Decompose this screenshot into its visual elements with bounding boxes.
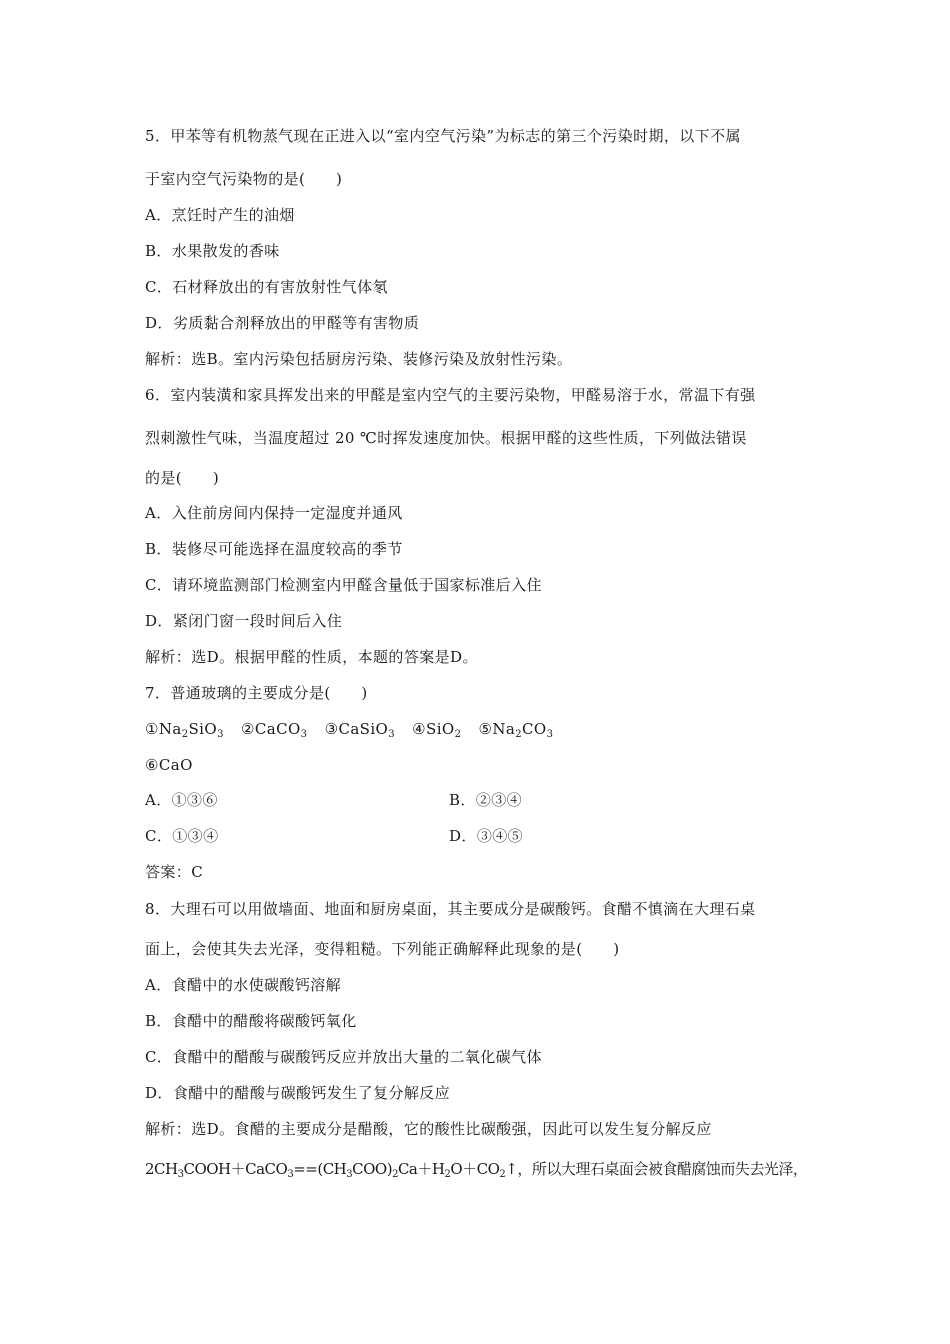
q6-analysis: 解析：选D。根据甲醛的性质，本题的答案是D。 xyxy=(145,648,478,666)
q8-stem-line2: 面上，会使其失去光泽，变得粗糙。下列能正确解释此现象的是( ) xyxy=(145,940,620,958)
q8-option-d: D．食醋中的醋酸与碳酸钙发生了复分解反应 xyxy=(145,1084,451,1102)
q7-stem: 7．普通玻璃的主要成分是( ) xyxy=(145,684,368,702)
q7-option-b: B．②③④ xyxy=(449,791,523,809)
q7-item-1: $①Na_2SiO_3$ xyxy=(145,720,224,740)
q6-option-c: C．请环境监测部门检测室内甲醛含量低于国家标准后入住 xyxy=(145,576,542,594)
q8-option-c: C．食醋中的醋酸与碳酸钙反应并放出大量的二氧化碳气体 xyxy=(145,1048,542,1066)
q7-option-c: C．①③④ xyxy=(145,827,219,845)
q7-option-d: D．③④⑤ xyxy=(449,827,524,845)
q7-item-2: ②CaCO$_3$ xyxy=(241,720,308,740)
q5-option-c: C．石材释放出的有害放射性气体氡 xyxy=(145,278,388,296)
q7-item-6: ⑥CaO xyxy=(145,756,193,774)
q7-option-a: A．①③⑥ xyxy=(145,791,218,809)
q7-item-4: ④SiO$_2$ xyxy=(412,720,462,740)
q6-stem-line1: 6．室内装潢和家具挥发出来的甲醛是室内空气的主要污染物，甲醛易溶于水，常温下有强 xyxy=(145,386,756,404)
q7-items xyxy=(145,719,553,739)
q7-item-3: ③CaSiO$_3$ xyxy=(324,720,395,740)
q8-analysis-line1: 解析：选D。食醋的主要成分是醋酸，它的酸性比碳酸强，因此可以发生复分解反应 xyxy=(145,1120,712,1138)
q5-analysis: 解析：选B。室内污染包括厨房污染、装修污染及放射性污染。 xyxy=(145,350,573,368)
q7-item-5: $⑤Na_2CO_3$ xyxy=(478,720,554,740)
q8-option-b: B．食醋中的醋酸将碳酸钙氧化 xyxy=(145,1012,357,1030)
q7-answer: 答案：C xyxy=(145,863,204,881)
q8-reaction-equation: $2CH_3COOH+CaCO_3==(CH_3COO)_2Ca+H_2O+CO_2↑$，所以大理石桌面会被食醋腐蚀而失去光泽， xyxy=(145,1160,808,1180)
q8-stem-line1: 8．大理石可以用做墙面、地面和厨房桌面，其主要成分是碳酸钙。食醋不慎滴在大理石桌 xyxy=(145,900,756,918)
q6-option-a: A．入住前房间内保持一定湿度并通风 xyxy=(145,504,403,522)
q6-option-d: D．紧闭门窗一段时间后入住 xyxy=(145,612,343,630)
q5-option-d: D．劣质黏合剂释放出的甲醛等有害物质 xyxy=(145,314,420,332)
q8-option-a: A．食醋中的水使碳酸钙溶解 xyxy=(145,976,342,994)
q5-stem-line1: 5．甲苯等有机物蒸气现在正进入以“室内空气污染”为标志的第三个污染时期，以下不属 xyxy=(145,127,741,145)
q5-stem-line2: 于室内空气污染物的是( ) xyxy=(145,170,343,188)
q5-option-a: A．烹饪时产生的油烟 xyxy=(145,206,295,224)
q5-option-b: B．水果散发的香味 xyxy=(145,242,280,260)
q6-stem-line3: 的是( ) xyxy=(145,469,220,487)
q6-option-b: B．装修尽可能选择在温度较高的季节 xyxy=(145,540,403,558)
q6-stem-line2: 烈刺激性气味，当温度超过 20 ℃时挥发速度加快。根据甲醛的这些性质，下列做法错误 xyxy=(145,429,747,447)
